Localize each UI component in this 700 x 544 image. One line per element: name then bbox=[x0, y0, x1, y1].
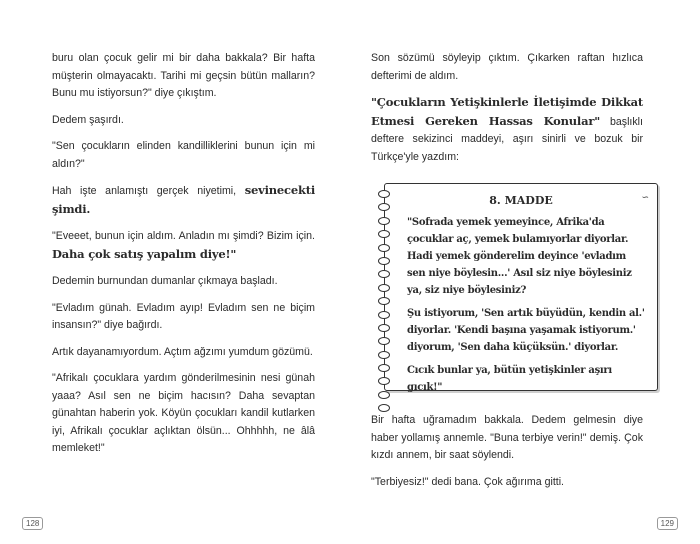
ring-icon bbox=[378, 217, 390, 225]
notebook-entry: "Sofrada yemek yemeyince, Afrika'da çocuklar aç, yemek bulamıyorlar diyorlar. Hadi yemek gönderelim deyince 'evladım sen niye böylesin...' Asıl siz niye böylesiniz ya, siz niye böylesiniz? bbox=[407, 217, 632, 296]
handwritten-emphasis: Daha çok satış yapalım diye!" bbox=[52, 246, 237, 261]
paragraph: buru olan çocuk gelir mi bir daha bakkala? Bir hafta müşterin olmayacaktı. Tarihi mi geçsin bütün malların? Bunu mu istiyorsun?" diye çıkıştım. bbox=[52, 52, 315, 99]
paragraph-text: başlıklı deftere sekizinci maddeyi, aşırı sinirli ve bozuk bir Türkçe'yle yazdım: bbox=[371, 115, 643, 163]
right-text-column bbox=[371, 50, 643, 166]
paragraph: "Sen çocukların elinden kandilliklerini bunun için mi aldın?" bbox=[52, 140, 315, 170]
page-number: 129 bbox=[657, 517, 678, 530]
ring-icon bbox=[378, 270, 390, 278]
paragraph-text: Hah işte anlamıştı gerçek niyetimi, bbox=[52, 185, 237, 197]
ring-icon bbox=[378, 311, 390, 319]
ring-icon bbox=[378, 391, 390, 399]
ring-icon bbox=[378, 284, 390, 292]
paragraph: "Afrikalı çocuklara yardım gönderilmesinin nesi günah yaaa? Asıl sen ne biçim hacısın? Daha sevaptan günahtan haberin yok. Köyün çocukları kandil kutlarken iyi, Afrikalı çocuklar açlıktan ölsün... Ohhhhh, ne âlâ memleket!" bbox=[52, 372, 315, 454]
paragraph: Dedemin burnundan dumanlar çıkmaya başladı. bbox=[52, 275, 278, 287]
paragraph bbox=[371, 94, 643, 166]
notebook-heading: 8. MADDE bbox=[489, 194, 553, 207]
paragraph: Bir hafta uğramadım bakkala. Dedem gelmesin diye haber yollamış annemle. "Buna terbiye verin!" demiş. Çok kızdı annem, bir saat söylendi. bbox=[371, 414, 643, 461]
page-number: 128 bbox=[22, 517, 43, 530]
ring-icon bbox=[378, 364, 390, 372]
paragraph-text: "Eveeet, bunun için aldım. Anladın mı şimdi? Bizim için. bbox=[52, 230, 315, 242]
paragraph bbox=[52, 182, 315, 219]
left-text-column bbox=[52, 50, 315, 467]
paragraph: Artık dayanamıyordum. Açtım ağzımı yumdum gözümü. bbox=[52, 345, 313, 358]
notebook-entry: Şu istiyorum, 'Sen artık büyüdün, kendin al.' diyorlar. 'Kendi başına yaşamak istiyorum.' diyorum, 'Sen daha küçüksün.' diyorlar. bbox=[407, 308, 645, 353]
ring-icon bbox=[378, 324, 390, 332]
notebook-text bbox=[407, 214, 645, 402]
notebook-entry: Cıcık bunlar ya, bütün yetişkinler aşırı gıcık!" bbox=[407, 365, 612, 393]
curl-decoration-icon: ∽ bbox=[641, 192, 649, 202]
ring-icon bbox=[378, 230, 390, 238]
ring-icon bbox=[378, 257, 390, 265]
handwritten-emphasis: sevinecekti şimdi. bbox=[52, 183, 315, 216]
paragraph: "Evladım günah. Evladım ayıp! Evladım sen ne biçim insansın?" diye bağırdı. bbox=[52, 301, 315, 331]
ring-icon bbox=[378, 337, 390, 345]
notebook-title-quote: "Çocukların Yetişkinlerle İletişimde Dikkat Etmesi Gereken Hassas Konular" bbox=[371, 95, 643, 128]
spiral-binding bbox=[378, 190, 392, 418]
paragraph: "Terbiyesiz!" dedi bana. Çok ağırıma gitti. bbox=[371, 475, 564, 488]
ring-icon bbox=[378, 351, 390, 359]
ring-icon bbox=[378, 297, 390, 305]
ring-icon bbox=[378, 244, 390, 252]
paragraph: Son sözümü söyleyip çıktım. Çıkarken raftan hızlıca defterimi de aldım. bbox=[371, 52, 643, 82]
paragraph bbox=[52, 228, 315, 264]
paragraph: Dedem şaşırdı. bbox=[52, 113, 124, 126]
notebook-card bbox=[384, 183, 658, 391]
right-text-column-bottom bbox=[371, 412, 643, 500]
ring-icon bbox=[378, 377, 390, 385]
